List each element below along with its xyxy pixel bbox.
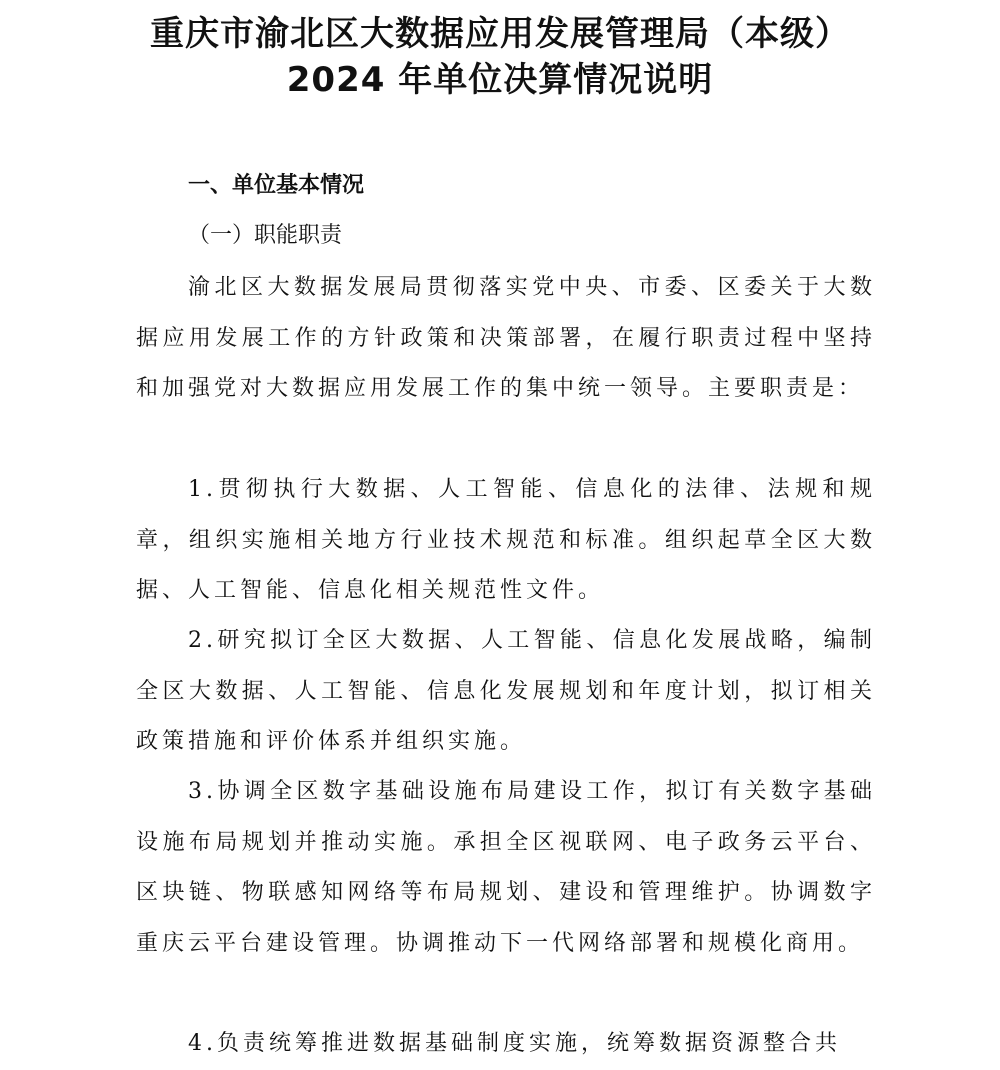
paragraph-duty-1: 1.贯彻执行大数据、人工智能、信息化的法律、法规和规章，组织实施相关地方行业技术规范和标准。组织起草全区大数据、人工智能、信息化相关规范性文件。 — [136, 477, 876, 603]
document-title-line-1: 重庆市渝北区大数据应用发展管理局（本级） — [150, 14, 850, 54]
paragraph-duty-2: 2.研究拟订全区大数据、人工智能、信息化发展战略，编制全区大数据、人工智能、信息化发展规划和年度计划，拟订相关政策措施和评价体系并组织实施。 — [136, 628, 876, 754]
section-heading-basic-info: 一、单位基本情况 — [188, 173, 365, 198]
document-title-line-2: 2024 年单位决算情况说明 — [286, 60, 714, 100]
paragraph-duty-3: 3.协调全区数字基础设施布局建设工作，拟订有关数字基础设施布局规划并推动实施。承担全区视联网、电子政务云平台、区块链、物联感知网络等布局规划、建设和管理维护。协调数字重庆云平台建设管理。协调推动下一代网络部署和规模化商用。 — [136, 779, 876, 956]
paragraph-intro: 渝北区大数据发展局贯彻落实党中央、市委、区委关于大数据应用发展工作的方针政策和决策部署，在履行职责过程中坚持和加强党对大数据应用发展工作的集中统一领导。主要职责是： — [136, 275, 876, 401]
subsection-heading-functions: （一）职能职责 — [188, 223, 343, 248]
paragraph-duty-4: 4.负责统筹推进数据基础制度实施，统筹数据资源整合共 — [188, 1031, 841, 1056]
